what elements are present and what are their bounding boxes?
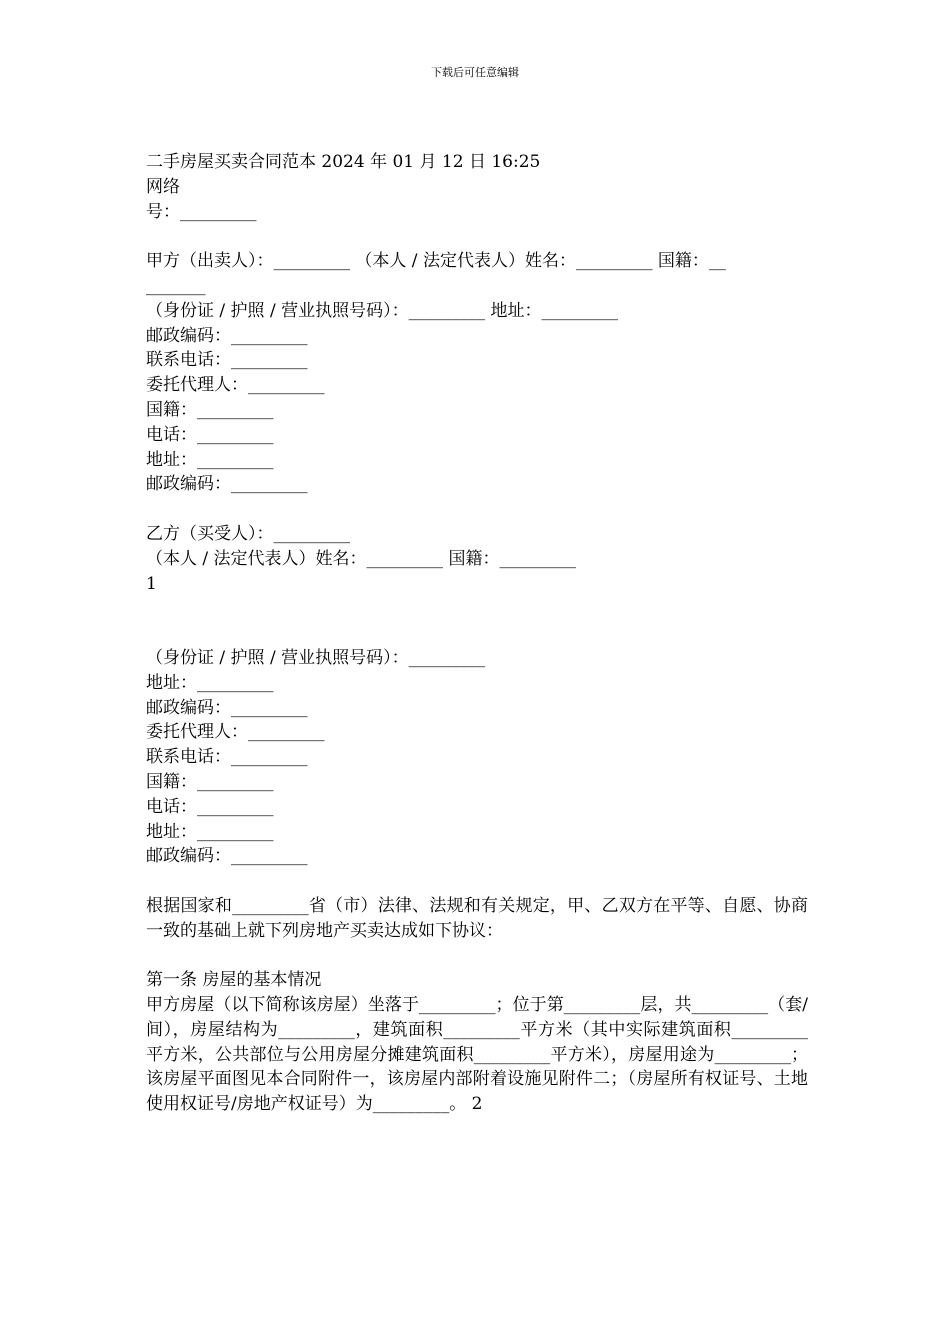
document-line: 电话：_________ bbox=[146, 424, 274, 445]
document-line: 1 bbox=[146, 573, 157, 594]
article-1-body: 甲方房屋（以下简称该房屋）坐落于_________；位于第_________层，共_________（套/间），房屋结构为_________，建筑面积_________平方米（其中实际建筑面积_________平方米，公共部位与公用房屋分摊建筑面积_________平方米），房屋用途为_________；该房屋平面图见本合同附件一，该房屋内部附着设施见附件二；（房屋所有权证号、土地使用权证号/房地产权证号）为_________。 2 bbox=[146, 995, 808, 1115]
document-line: 地址：_________ bbox=[146, 672, 274, 693]
document-line: （本人 / 法定代表人）姓名：_________ 国籍：_________ bbox=[146, 548, 576, 569]
basis-paragraph: 根据国家和_________省（市）法律、法规和有关规定，甲、乙双方在平等、自愿、协商一致的基础上就下列房地产买卖达成如下协议： bbox=[146, 895, 808, 941]
document-line: （身份证 / 护照 / 营业执照号码）：_________ 地址：_________ bbox=[146, 300, 618, 321]
party-b-section bbox=[146, 646, 808, 894]
blank-line bbox=[146, 869, 808, 894]
blank-line bbox=[146, 497, 808, 522]
document-line: 邮政编码：_________ bbox=[146, 846, 308, 867]
document-line: 委托代理人：_________ bbox=[146, 722, 325, 743]
contract-document bbox=[146, 150, 808, 1117]
document-line: 委托代理人：_________ bbox=[146, 375, 325, 396]
party-a-section bbox=[146, 150, 808, 596]
article-1-title: 第一条 房屋的基本情况 bbox=[146, 970, 322, 991]
document-line: 甲方（出卖人）：_________ （本人 / 法定代表人）姓名：_________ 国籍：__ bbox=[146, 251, 726, 272]
document-line: 乙方（买受人）：_________ bbox=[146, 523, 350, 544]
document-line: 网络 bbox=[146, 176, 180, 197]
blank-line bbox=[146, 224, 808, 249]
document-line: 邮政编码：_________ bbox=[146, 325, 308, 346]
document-line: 联系电话：_________ bbox=[146, 350, 308, 371]
document-line: 联系电话：_________ bbox=[146, 747, 308, 768]
document-line: 电话：_________ bbox=[146, 796, 274, 817]
document-line: 国籍：_________ bbox=[146, 399, 274, 420]
blank-line bbox=[146, 944, 808, 969]
document-line: 地址：_________ bbox=[146, 449, 274, 470]
document-line: 二手房屋买卖合同范本 2024 年 01 月 12 日 16:25 bbox=[146, 152, 541, 172]
document-line: _______ bbox=[146, 275, 206, 296]
page-header: 下载后可任意编辑 bbox=[431, 66, 519, 79]
document-line: 号：_________ bbox=[146, 201, 257, 222]
document-line: （身份证 / 护照 / 营业执照号码）：_________ bbox=[146, 647, 486, 668]
document-line: 国籍：_________ bbox=[146, 771, 274, 792]
document-line: 邮政编码：_________ bbox=[146, 474, 308, 495]
page-break-gap bbox=[146, 596, 808, 646]
document-line: 邮政编码：_________ bbox=[146, 697, 308, 718]
document-line: 地址：_________ bbox=[146, 821, 274, 842]
